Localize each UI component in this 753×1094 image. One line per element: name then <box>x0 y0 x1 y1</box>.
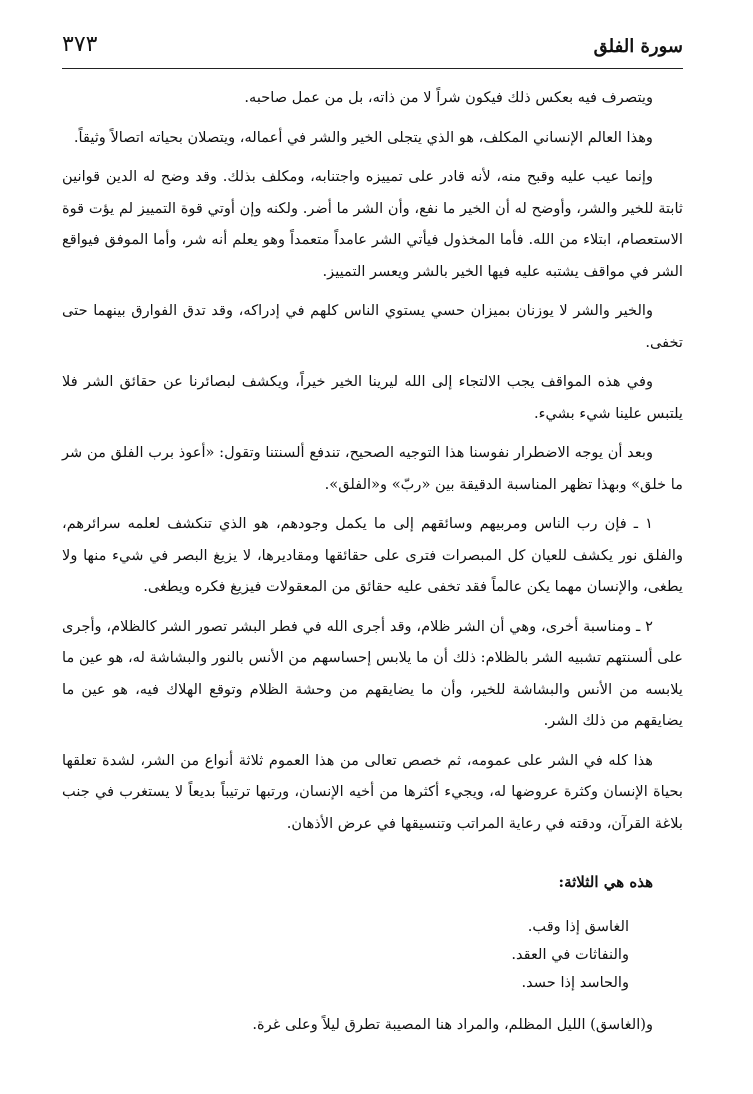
paragraph: وهذا العالم الإنساني المكلف، هو الذي يتجلى الخير والشر في أعماله، ويتصلان بحياته اتصالاً وثيقاً. <box>73 128 653 146</box>
page-number: ٣٧٣ <box>62 32 98 57</box>
numbered-paragraph: ١ ـ فإن رب الناس ومربيهم وسائقهم إلى ما يكمل وجودهم، هو الذي تنكشف لعلمه سرائرهم، والفلق نور يكشف للعيان كل المبصرات فترى على حقائقها ومقاديرها، لا يزيغ البصر في شيء منها ولا يطغى، والإنسان مهما يكن عالماً فقد تخفى عليه حقائق من المعقولات فيزيغ فكره ويطغى. <box>62 515 683 595</box>
paragraph: و(الغاسق) الليل المظلم، والمراد هنا المصيبة تطرق ليلاً وعلى غرة. <box>252 1015 653 1033</box>
chapter-title: سورة الفلق <box>593 36 683 57</box>
verse-item: والنفاثات في العقد. <box>511 945 629 963</box>
section-subheading: هذه هي الثلاثة: <box>558 873 653 891</box>
page-body <box>62 82 683 1048</box>
paragraph: وبعد أن يوجه الاضطرار نفوسنا هذا التوجيه الصحيح، تندفع ألسنتنا وتقول: «أعوذ برب الفلق من شر ما خلق» وبهذا تظهر المناسبة الدقيقة بين «ربّ» و«الفلق». <box>62 444 683 493</box>
paragraph: هذا كله في الشر على عمومه، ثم خصص تعالى من هذا العموم ثلاثة أنواع من الشر، لشدة تعلقها بحياة الإنسان وكثرة عروضها له، ويجيء أكثرها من أخيه الإنسان، ورتبها ترتيباً بديعاً لا يستغرب في جنب بلاغة القرآن، ودقته في رعاية المراتب وتنسيقها في عرض الأذهان. <box>62 751 683 832</box>
paragraph: والخير والشر لا يوزنان بميزان حسي يستوي الناس كلهم في إدراكه، وقد تدق الفوارق بينهما حتى تخفى. <box>62 302 683 351</box>
paragraph: وفي هذه المواقف يجب الالتجاء إلى الله ليرينا الخير خيراً، ويكشف لبصائرنا عن حقائق الشر فلا يلتبس علينا شيء بشيء. <box>62 373 683 422</box>
numbered-paragraph: ٢ ـ ومناسبة أخرى، وهي أن الشر ظلام، وقد أجرى الله في فطر البشر تصور الشر كالظلام، وأجرى على ألسنتهم تشبيه الشر بالظلام: ذلك أن ما يلابس إحساسهم من الأنس بالنور والبشاشة له، هو عين ما يلابسه من الأنس والبشاشة للخير، وأن ما يضايقهم من وحشة الظلام وتوقع الهلاك فيه، هو عين ما يضايقهم من ذلك الشر. <box>62 617 683 729</box>
paragraph: ويتصرف فيه بعكس ذلك فيكون شراً لا من ذاته، بل من عمل صاحبه. <box>244 89 653 106</box>
verse-item: والحاسد إذا حسد. <box>521 973 629 991</box>
verse-list <box>62 913 683 997</box>
paragraph: وإنما عيب عليه وقبح منه، لأنه قادر على تمييزه واجتنابه، ومكلف بذلك. وقد وضح له الدين قوانين ثابتة للخير والشر، وأوضح له أن الخير ما نفع، وأن الشر ما أضر. ولكنه وإن أوتي قوة التمييز لم يؤت قوة الاستعصام، ابتلاء من الله. فأما المخذول فيأتي الشر عامداً متعمداً وهو يعلم أنه شر، وأما الموفق فيواقع الشر في مواقف يشتبه عليه فيها الخير بالشر ويعسر التمييز. <box>62 168 683 280</box>
verse-item: الغاسق إذا وقب. <box>527 917 629 935</box>
page-header <box>62 30 683 69</box>
